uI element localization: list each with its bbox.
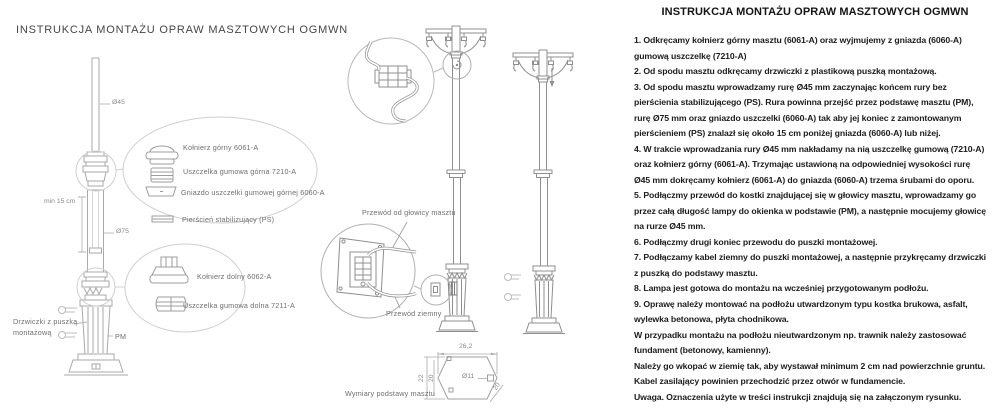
- label-bottom-collar: Kołnierz dolny 6062-A: [197, 272, 272, 281]
- note-cable: Kabel zasilający powinien przechodzić przez otwór w fundamencie.: [634, 376, 906, 386]
- mast-assembled-view: [426, 26, 486, 332]
- left-page-title: INSTRUKCJA MONTAŻU OPRAW MASZTOWYCH OGMWN: [16, 24, 349, 36]
- step-3: 3. Od spodu masztu wprowadzamy rurę Ø45 mm zaczynając końcem rury bez pierścienia stabilizującego (PS). Rura powinna przejść przez podstawę masztu (PM), rurę Ø75 mm oraz gniazdo uszczelki (6060-A) tak aby jej koniec z zamontowanym pierścieniem (PS) znalazł się około 15 cm poniżej gniazda (6060-A) lub niżej.: [634, 81, 974, 138]
- mast-mounting-view: [513, 50, 573, 334]
- dim-hex-hole: Ø11: [462, 373, 475, 380]
- wire-spiral-dot: [456, 64, 458, 66]
- note-burying: Należy go wkopać w ziemię tak, aby wystawał minimum 2 cm nad powierzchnie gruntu.: [634, 360, 986, 371]
- top-collar-icon: [146, 146, 178, 164]
- terminal-block-detail: [348, 38, 434, 124]
- label-door-line1: Drzwiczki z puszką: [13, 317, 78, 326]
- stabilizing-ring-icon: [152, 216, 173, 222]
- bottom-collar-icon: [150, 257, 188, 283]
- label-ground-wire: Przewód ziemny: [386, 309, 442, 318]
- mounting-screw-icons: [505, 274, 522, 301]
- step-8: 8. Lampa jest gotowa do montażu na wcześniej przygotowanym podłożu.: [634, 283, 929, 293]
- gasket-socket-icon: [146, 187, 176, 196]
- dim-min-15cm: min 15 cm: [44, 198, 76, 205]
- label-stabilizing-ring: Pierścień stabilizujący (PS): [182, 215, 275, 224]
- step-9: 9. Oprawę należy montować na podłożu utwardzonym typu kostka brukowa, asfalt, wylewka betonowa, płyta chodnikowa.: [634, 298, 968, 324]
- label-gasket-socket: Gniazdo uszczelki gumowej górnej 6060-A: [181, 188, 325, 197]
- label-door-line2: montażową: [13, 328, 52, 337]
- step-6: 6. Podłączmy drugi koniec przewodu do puszki montażowej.: [634, 236, 878, 247]
- label-bottom-gasket: Uszczelka gumowa dolna 7211-A: [183, 301, 295, 310]
- dim-hex-height-outer: 22: [418, 374, 425, 382]
- dim-diameter-75: Ø75: [116, 228, 129, 235]
- step-4: 4. W trakcie wprowadzania rury Ø45 mm nakładamy na nią uszczelkę gumową (7210-A) oraz kołnierz górny (6061-A). Trzymając ustawioną na odpowiedniej wysokości rurę Ø45 mm dokręcamy kołnierz (6061-A) do gniazda (6060-A) trzema śrubami do oporu.: [634, 143, 985, 185]
- right-page-title: INSTRUKCJA MONTAŻU OPRAW MASZTOWYCH OGMWN: [661, 6, 969, 18]
- label-pm: PM: [115, 332, 127, 341]
- bottom-gasket-icon: [156, 297, 186, 311]
- label-head-wire: Przewód od głowicy masztu: [362, 208, 456, 217]
- component-icons: [146, 146, 188, 311]
- junction-box-detail: [321, 224, 415, 318]
- label-top-gasket: Uszczelka gumowa górna 7210-A: [183, 167, 297, 176]
- dim-hex-height-inner: 20: [428, 374, 435, 382]
- dim-hex-edge: 20: [492, 381, 502, 392]
- base-door-detail: [414, 275, 451, 305]
- step-1: 1. Odkręcamy kołnierz górny masztu (6061-A) oraz wyjmujemy z gniazda (6060-A) gumową uszczelkę (7210-A): [634, 35, 962, 61]
- note-foundation: W przypadku montażu na podłożu nieutwardzonym np. trawnik należy zastosować fundament (betonowy, kamienny).: [634, 329, 967, 355]
- top-gasket-icon: [151, 168, 173, 182]
- instruction-steps: [634, 33, 987, 405]
- label-top-collar: Kołnierz górny 6061-A: [183, 143, 259, 152]
- dim-hex-width: 26,2: [459, 343, 473, 350]
- step-5: 5. Podłączmy przewód do kostki znajdującej się w głowicy masztu, wprowadzamy go przez całą długość lampy do okienka w podstawie (PM), a następnie mocujemy głowicę na rurze Ø45 mm.: [634, 190, 986, 231]
- step-2: 2. Od spodu masztu odkręcamy drzwiczki z plastikową puszką montażową.: [634, 66, 937, 76]
- step-7: 7. Podłączamy kabel ziemny do puszki montażowej, a następnie przykręcamy drzwiczki z puszką do podstawy masztu.: [634, 252, 986, 278]
- note-markings: Uwaga. Oznaczenia użyte w treści instrukcji znajdują się na załączonym rysunku.: [634, 391, 962, 402]
- label-base-caption: Wymiary podstawy masztu: [345, 389, 436, 398]
- dim-diameter-45: Ø45: [112, 99, 125, 106]
